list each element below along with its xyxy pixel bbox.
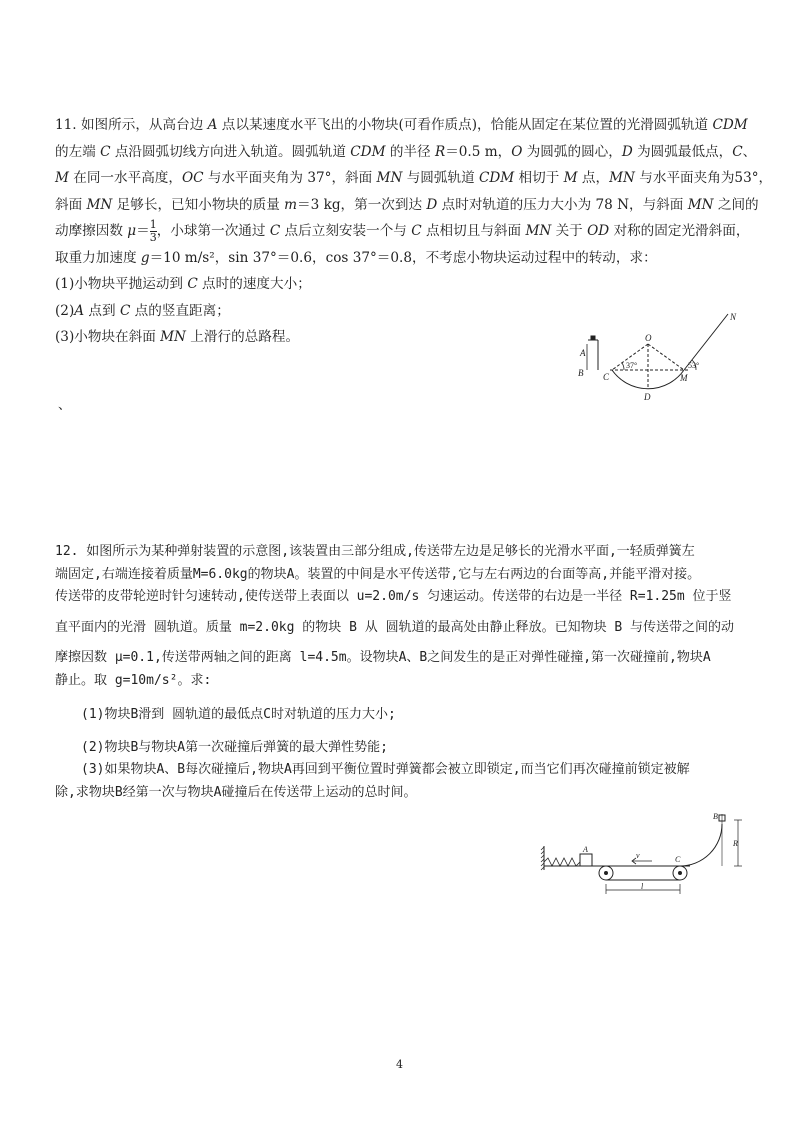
angle-label-right: 53° bbox=[688, 361, 700, 370]
label-v: v bbox=[636, 851, 640, 860]
q11-line-6: 取重力加速度 g＝10 m/s²，sin 37°＝0.6，cos 37°＝0.8，不考虑小物块运动过程中的转动，求： bbox=[55, 249, 657, 266]
q11-line-2: 的左端 C 点沿圆弧切线方向进入轨道。圆弧轨道 CDM 的半径 R＝0.5 m，O 为圆弧的圆心，D 为圆弧最低点，C、 bbox=[55, 143, 757, 160]
page-number: 4 bbox=[396, 1058, 403, 1071]
figure-q12 bbox=[540, 808, 755, 908]
q11-line-4: 斜面 MN 足够长，已知小物块的质量 m＝3 kg，第一次到达 D 点时对轨道的压力大小为 78 N，与斜面 MN 之间的 bbox=[55, 196, 759, 213]
figure-q11 bbox=[570, 308, 750, 408]
label-a: A bbox=[583, 845, 588, 854]
q12-line-4: 直平面内的光滑 圆轨道。质量 m=2.0kg 的物块 B 从 圆轨道的最高处由静止释放。已知物块 B 与传送带之间的动 bbox=[55, 619, 735, 635]
block-a bbox=[591, 336, 595, 340]
q11-line-3: M 在同一水平高度，OC 与水平面夹角为 37°，斜面 MN 与圆弧轨道 CDM 相切于 M 点，MN 与水平面夹角为53°， bbox=[55, 170, 773, 186]
q11-part-2: (2)A 点到 C 点的竖直距离； bbox=[55, 302, 230, 319]
radius-om bbox=[648, 344, 684, 370]
q12-line-6: 静止。取 g=10m/s²。求: bbox=[55, 672, 212, 688]
q11-line-5: 动摩擦因数 μ＝ $\frac{1}{3}$ ，小球第一次通过 C 点后立刻安装一个与 C 点相切且与斜面 MN 关于 OD 对称的固定光滑斜面， bbox=[55, 218, 750, 244]
q11-line-1: 11. 如图所示，从高台边 A 点以某速度水平飞出的小物块(可看作质点)，恰能从固定在某位置的光滑圆弧轨道 CDM bbox=[55, 117, 748, 133]
q12-part-1: (1)物块B滑到 圆轨道的最低点C时对轨道的压力大小; bbox=[81, 707, 396, 722]
label-c: C bbox=[675, 855, 681, 864]
label-c: C bbox=[603, 372, 610, 382]
q12-part-3: (3)如果物块A、B每次碰撞后,物块A再回到平衡位置时弹簧都会被立即锁定,而当它们再次碰撞前锁定被解 bbox=[81, 762, 690, 777]
q12-line-2: 端固定,右端连接着质量M=6.0kg的物块A。装置的中间是水平传送带,它与左右两边的台面等高,并能平滑对接。 bbox=[55, 566, 701, 582]
fraction-one-third: $\frac{1}{3}$ bbox=[149, 218, 157, 244]
q12-part-3-cont: 除,求物块B经第一次与物块A碰撞后在传送带上运动的总时间。 bbox=[55, 784, 417, 800]
block-a bbox=[580, 854, 592, 866]
q12-part-2: (2)物块B与物块A第一次碰撞后弹簧的最大弹性势能; bbox=[81, 739, 388, 755]
label-n: N bbox=[730, 312, 737, 322]
pulley-right-axle bbox=[679, 872, 682, 875]
label-m: M bbox=[680, 373, 688, 383]
label-o: O bbox=[645, 333, 652, 343]
stray-mark: 、 bbox=[58, 398, 72, 413]
label-b: B bbox=[578, 368, 584, 378]
q12-line-5: 摩擦因数 μ=0.1,传送带两轴之间的距离 l=4.5m。设物块A、B之间发生的是正对弹性碰撞,第一次碰撞前,物块A bbox=[55, 650, 711, 665]
q12-line-1: 12. 如图所示为某种弹射装置的示意图,该装置由三部分组成,传送带左边是足够长的光滑水平面,一轻质弹簧左 bbox=[55, 544, 695, 559]
label-a: A bbox=[580, 348, 586, 358]
label-r: R bbox=[733, 839, 738, 848]
question-12 bbox=[55, 541, 750, 804]
angle-label-left: 37° bbox=[626, 361, 638, 370]
label-d: D bbox=[644, 392, 651, 402]
pulley-left-axle bbox=[605, 872, 608, 875]
label-b: B bbox=[713, 812, 718, 821]
spring bbox=[544, 858, 580, 866]
quarter-arc bbox=[680, 824, 722, 866]
q11-part-1: (1)小物块平抛运动到 C 点时的速度大小； bbox=[55, 276, 311, 292]
q11-part-3: (3)小物块在斜面 MN 上滑行的总路程。 bbox=[55, 329, 300, 345]
label-l: l bbox=[641, 882, 644, 891]
q12-line-3: 传送带的皮带轮逆时针匀速转动,使传送带上表面以 u=2.0m/s 匀速运动。传送带的右边是一半径 R=1.25m 位于竖 bbox=[55, 589, 732, 604]
angle-arc-left bbox=[622, 363, 624, 370]
